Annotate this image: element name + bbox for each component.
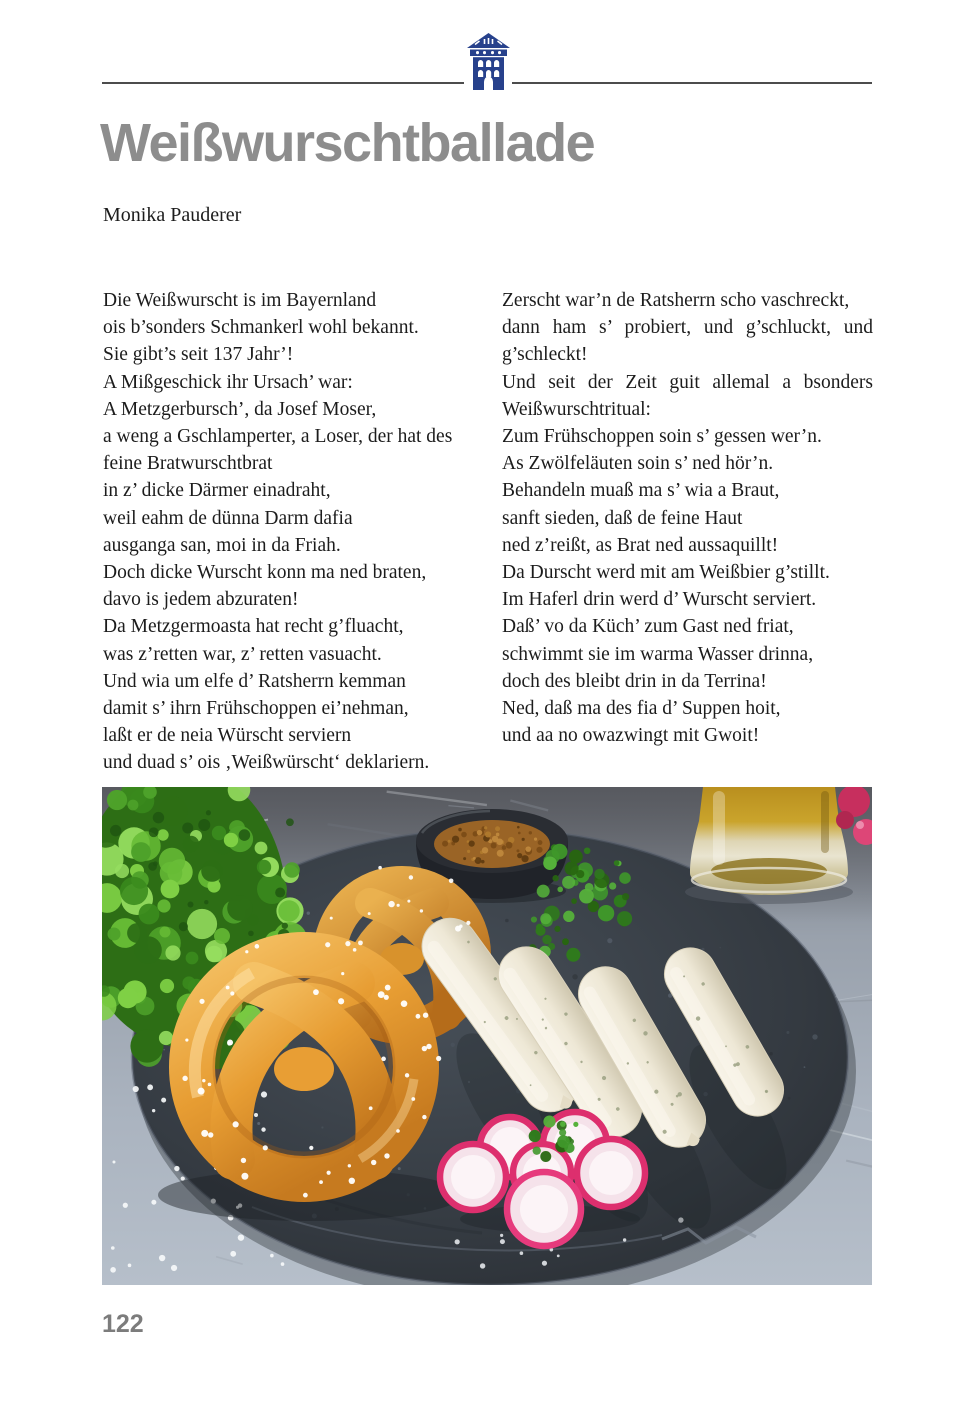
poem-line: a weng a Gschlamperter, a Loser, der hat des (103, 426, 453, 448)
poem-line: dann ham s’ probiert, und g’schluckt, und (502, 317, 873, 339)
poem-line: A Mißgeschick ihr Ursach’ war: (103, 371, 353, 393)
poem-line: Und wia um elfe d’ Ratsherrn kemman (103, 670, 406, 692)
poem-column-right (502, 287, 873, 777)
poem-line: Doch dicke Wurscht konn ma ned braten, (103, 562, 427, 584)
poem-line: Weißwurschtritual: (502, 398, 651, 420)
poem-line: was z’retten war, z’ retten vasuacht. (103, 643, 382, 665)
photo-weisswurst-platter (102, 787, 872, 1285)
poem-line: feine Bratwurschtbrat (103, 453, 273, 475)
poem-line: Da Metzgermoasta hat recht g’fluacht, (103, 616, 404, 638)
poem-line: und duad s’ ois ‚Weißwürscht‘ deklariern. (103, 752, 430, 774)
poem-line: Behandeln muaß ma s’ wia a Braut, (502, 480, 780, 502)
poem-line: ned z’reißt, as Brat ned aussaquillt! (502, 534, 779, 556)
poem-line: Die Weißwurscht is im Bayernland (103, 290, 377, 311)
poem-line: ausganga san, moi in da Friah. (103, 534, 341, 556)
poem-line: Daß’ vo da Küch’ zum Gast ned friat, (502, 616, 794, 638)
poem-line: weil eahm de dünna Darm dafia (103, 507, 353, 529)
tower-logo-icon (467, 33, 510, 90)
poem-line: doch des bleibt drin in da Terrina! (502, 670, 767, 692)
poem-line: Im Haferl drin werd d’ Wurscht serviert. (502, 589, 817, 611)
beer-glass (685, 787, 853, 904)
poem-line: ois b’sonders Schmankerl wohl bekannt. (103, 317, 419, 339)
poem-line: Da Durscht werd mit am Weißbier g’stillt. (502, 562, 830, 584)
header-rule-left (102, 82, 464, 84)
header-rule-right (512, 82, 872, 84)
poem-line: g’schleckt! (502, 344, 588, 366)
poem (103, 287, 873, 777)
poem-line: davo is jedem abzuraten! (103, 589, 299, 611)
poem-line: sanft sieden, daß de feine Haut (502, 507, 743, 529)
poem-line: Sie gibt’s seit 137 Jahr’! (103, 344, 294, 366)
poem-line: und aa no owazwingt mit Gwoit! (502, 725, 760, 747)
poem-line: Ned, daß ma des fia d’ Suppen hoit, (502, 698, 781, 720)
poem-line: Und seit der Zeit guit allemal a bsonders (502, 371, 873, 393)
poem-line: damit s’ ihrn Frühschoppen ei’nehman, (103, 698, 409, 720)
poem-line: A Metzgerbursch’, da Josef Moser, (103, 398, 377, 420)
page-title: Weißwurschtballade (100, 113, 595, 173)
author-name: Monika Pauderer (103, 204, 242, 226)
poem-column-left (103, 287, 500, 777)
poem-line: laßt er de neia Würscht serviern (103, 725, 352, 747)
poem-line: Zerscht war’n de Ratsherrn scho vaschreckt, (502, 290, 850, 311)
poem-line: in z’ dicke Därmer einadraht, (103, 480, 331, 502)
pretzel-front (158, 955, 462, 1221)
poem-line: schwimmt sie im warma Wasser drinna, (502, 643, 814, 665)
poem-line: Zum Frühschoppen soin s’ gessen wer’n. (502, 426, 822, 448)
page-number: 122 (102, 1310, 144, 1338)
poem-line: As Zwölfeläuten soin s’ ned hör’n. (502, 453, 774, 475)
